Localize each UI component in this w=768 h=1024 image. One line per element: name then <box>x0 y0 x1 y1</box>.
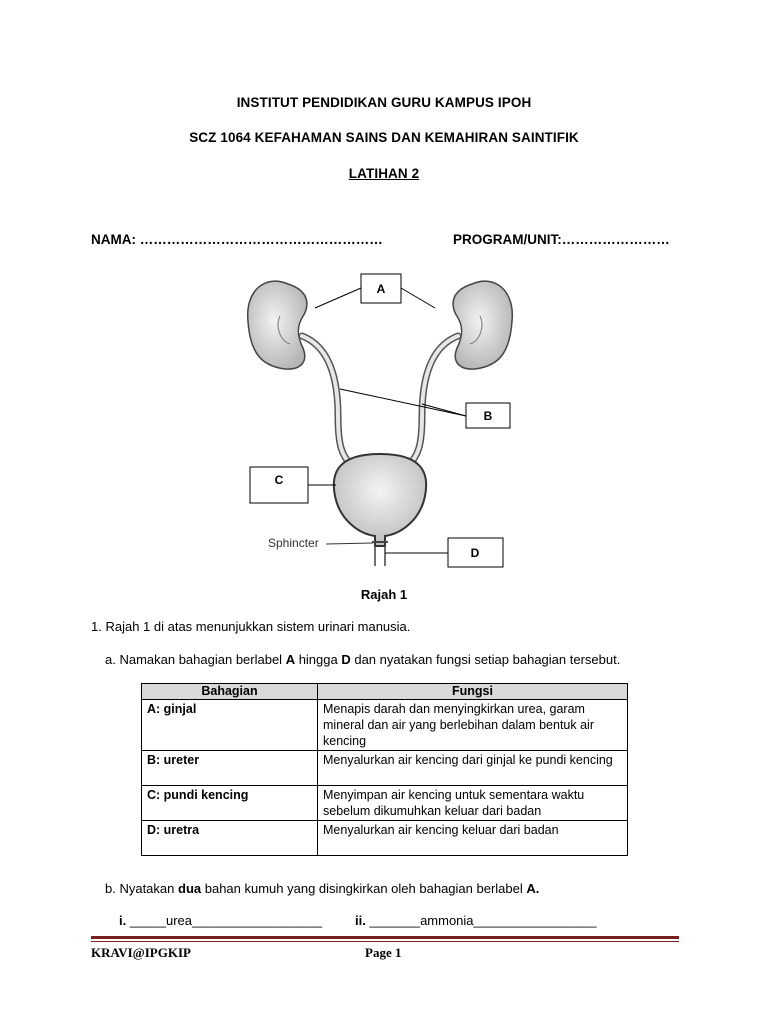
course-title: SCZ 1064 KEFAHAMAN SAINS DAN KEMAHIRAN SAINTIFIK <box>189 130 579 145</box>
label-b: B <box>483 409 493 423</box>
exercise-title: LATIHAN 2 <box>348 166 420 181</box>
program-unit-field[interactable]: PROGRAM/UNIT:…………………… <box>453 232 670 247</box>
footer-author: KRAVI@IPGKIP <box>91 945 191 960</box>
urinary-system-diagram <box>230 266 530 576</box>
left-kidney <box>248 281 307 369</box>
label-d: D <box>470 546 480 560</box>
footer-divider-thin <box>91 941 679 942</box>
table-row: B: ureter Menyalurkan air kencing dari ginjal ke pundi kencing <box>142 751 628 786</box>
question-1-intro: 1. Rajah 1 di atas menunjukkan sistem urinari manusia. <box>91 619 411 634</box>
right-kidney <box>453 281 512 369</box>
question-1b: b. Nyatakan dua bahan kumuh yang disingkirkan oleh bahagian berlabel A. <box>105 881 540 896</box>
answer-ii[interactable]: ii. _______ammonia_________________ <box>355 913 597 928</box>
sphincter-label: Sphincter <box>268 536 319 550</box>
bladder <box>334 454 426 546</box>
table-row: D: uretra Menyalurkan air kencing keluar dari badan <box>142 821 628 856</box>
name-field[interactable]: NAMA: ……………………………………………… <box>91 232 383 247</box>
answer-i[interactable]: i. _____urea__________________ <box>119 913 323 928</box>
table-header-part: Bahagian <box>142 684 318 700</box>
label-c: C <box>274 473 284 487</box>
footer-divider <box>91 936 679 939</box>
table-header-function: Fungsi <box>318 684 628 700</box>
page-number: Page 1 <box>365 945 402 960</box>
table-row: A: ginjal Menapis darah dan menyingkirkan urea, garam mineral dan air yang berlebihan dalam bentuk air kencing <box>142 700 628 751</box>
table-row: C: pundi kencing Menyimpan air kencing untuk sementara waktu sebelum dikumuhkan keluar dari badan <box>142 786 628 821</box>
function-table <box>141 683 628 856</box>
label-a: A <box>376 282 386 296</box>
question-1a: a. Namakan bahagian berlabel A hingga D dan nyatakan fungsi setiap bahagian tersebut. <box>105 652 621 667</box>
figure-caption: Rajah 1 <box>360 587 408 602</box>
urethra <box>375 546 385 566</box>
institute-title: INSTITUT PENDIDIKAN GURU KAMPUS IPOH <box>236 95 532 110</box>
